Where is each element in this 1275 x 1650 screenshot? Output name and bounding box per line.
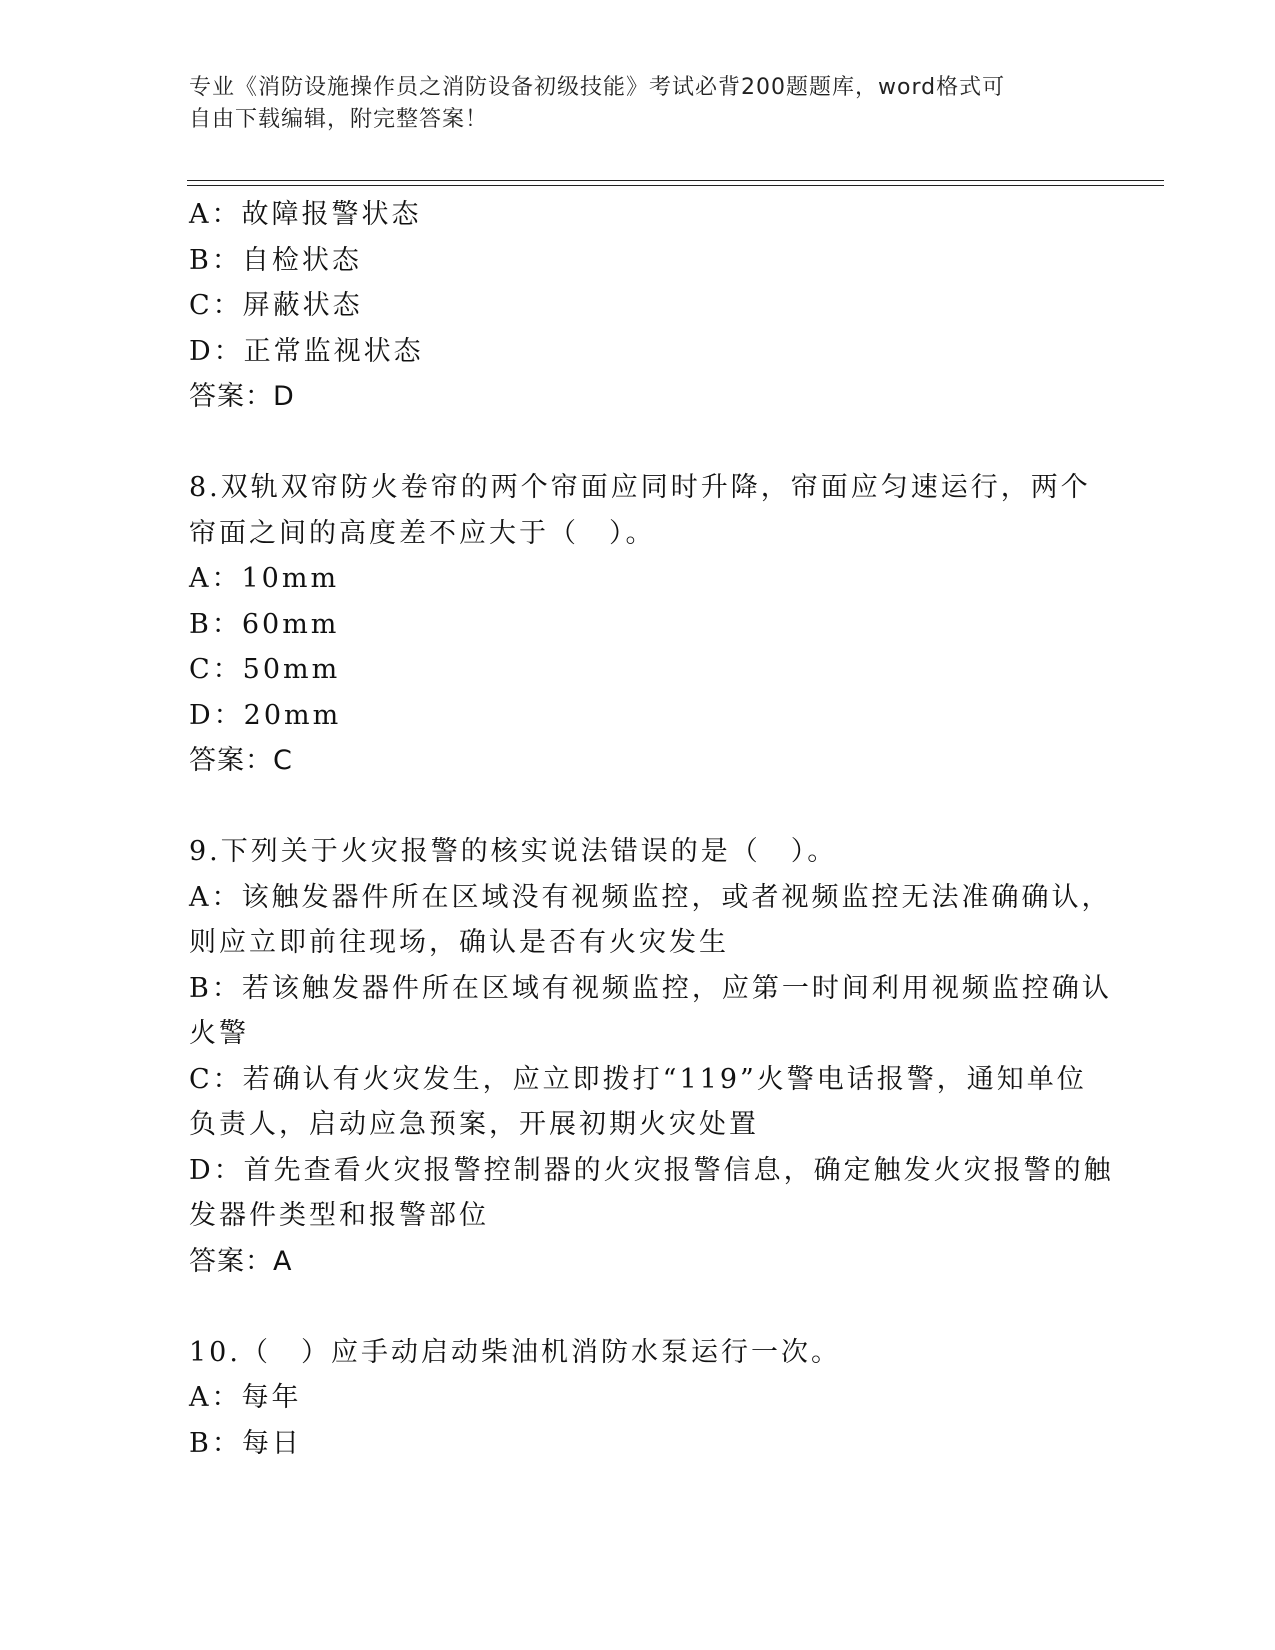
q9-option-b-line-2: 火警 bbox=[189, 1018, 249, 1049]
header-divider-top bbox=[187, 180, 1164, 181]
q10-option-a: A：每年 bbox=[189, 1382, 302, 1413]
q7-answer: 答案：D bbox=[189, 381, 295, 412]
q7-option-a: A：故障报警状态 bbox=[189, 199, 422, 230]
q9-question-line-1: 9.下列关于火灾报警的核实说法错误的是（ ）。 bbox=[189, 836, 838, 867]
q7-option-b: B：自检状态 bbox=[189, 244, 362, 276]
q9-option-c-line-1: C：若确认有火灾发生，应立即拨打“119”火警电话报警，通知单位 bbox=[189, 1063, 1087, 1095]
q8-option-b: B：60mm bbox=[189, 608, 340, 640]
q9-option-d-line-1: D：首先查看火灾报警控制器的火灾报警信息，确定触发火灾报警的触 bbox=[189, 1154, 1114, 1186]
q8-question-line-2: 帘面之间的高度差不应大于（ ）。 bbox=[189, 517, 656, 549]
q9-option-c-line-2: 负责人，启动应急预案，开展初期火灾处置 bbox=[189, 1109, 759, 1140]
spacer bbox=[189, 420, 1089, 466]
header-divider-bottom bbox=[187, 185, 1164, 186]
q10-question-line-1: 10.（ ）应手动启动柴油机消防水泵运行一次。 bbox=[189, 1336, 841, 1368]
q10-option-b: B：每日 bbox=[189, 1427, 302, 1459]
q9-option-b-line-1: B：若该触发器件所在区域有视频监控，应第一时间利用视频监控确认 bbox=[189, 972, 1112, 1004]
q9-option-a-line-2: 则应立即前往现场，确认是否有火灾发生 bbox=[189, 927, 729, 958]
q8-option-a: A：10mm bbox=[189, 563, 340, 594]
question-8 bbox=[189, 465, 1089, 784]
q9-option-a-line-1: A：该触发器件所在区域没有视频监控，或者视频监控无法准确确认， bbox=[189, 881, 1112, 913]
question-10 bbox=[189, 1330, 1089, 1467]
document-header bbox=[189, 72, 1069, 136]
header-line-1: 专业《消防设施操作员之消防设备初级技能》考试必背200题题库，word格式可 bbox=[189, 75, 1006, 100]
question-9 bbox=[189, 829, 1114, 1284]
header-line-2: 自由下载编辑，附完整答案！ bbox=[189, 107, 489, 132]
spacer bbox=[189, 1284, 1089, 1330]
spacer bbox=[189, 784, 1089, 830]
question-list bbox=[189, 192, 1114, 1466]
question-7 bbox=[189, 192, 1089, 420]
q8-answer: 答案：C bbox=[189, 745, 293, 776]
q9-answer: 答案：A bbox=[189, 1245, 293, 1277]
q8-option-d: D：20mm bbox=[189, 699, 342, 731]
q7-option-c: C：屏蔽状态 bbox=[189, 290, 363, 321]
q8-question-line-1: 8.双轨双帘防火卷帘的两个帘面应同时升降，帘面应匀速运行，两个 bbox=[189, 472, 1091, 503]
q8-option-c: C：50mm bbox=[189, 654, 341, 685]
q7-option-d: D：正常监视状态 bbox=[189, 335, 424, 367]
q9-option-d-line-2: 发器件类型和报警部位 bbox=[189, 1200, 489, 1231]
